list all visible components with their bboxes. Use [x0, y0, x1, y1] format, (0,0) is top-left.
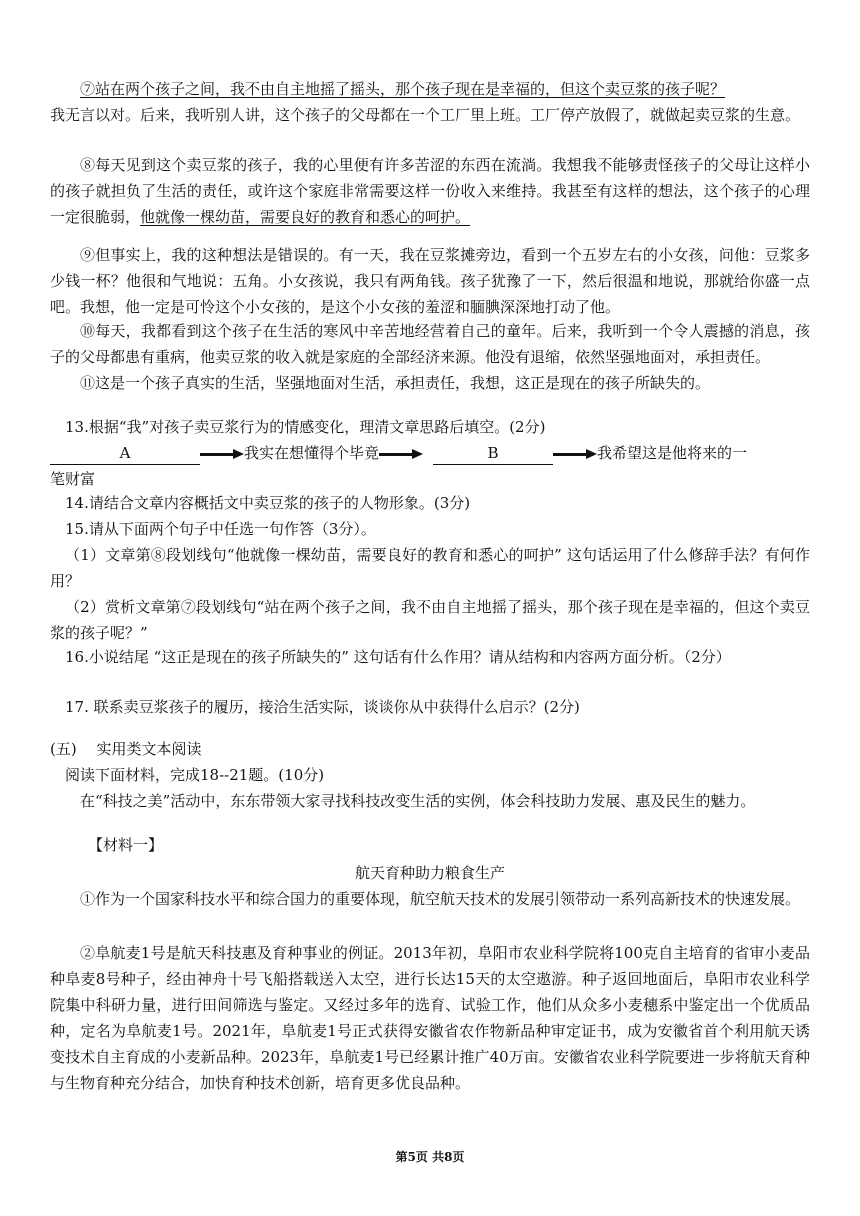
question-13-flowline: [50, 440, 830, 466]
story-paragraph-8: [50, 152, 810, 230]
underlined-sentence-para7: ⑦站在两个孩子之间，我不由自主地摇了摇头，那个孩子现在是幸福的，但这个卖豆浆的孩子呢？: [80, 80, 726, 98]
flow-end-text: 我希望这是他将来的一: [597, 444, 748, 462]
story-paragraph-11: ⑪这是一个孩子真实的生活，坚强地面对生活，承担责任，我想，这正是现在的孩子所缺失的。: [80, 374, 711, 392]
question-15: 15.请从下面两个句子中任选一句作答（3分）。: [65, 520, 376, 538]
flow-middle-text: 我实在想懂得个毕竟: [244, 444, 380, 462]
section-5-intro: 在“科技之美”活动中，东东带领大家寻找科技改变生活的实例，体会科技助力发展、惠及民生的魅力。: [80, 792, 756, 810]
para7-rest: 我无言以对。后来，我听别人讲，这个孩子的父母都在一个工厂里上班。工厂停产放假了，就做起卖豆浆的生意。: [50, 106, 801, 124]
arrow-right-icon: [200, 449, 244, 459]
blank-b[interactable]: B: [433, 442, 553, 465]
para8-text: ⑧每天见到这个卖豆浆的孩子，我的心里便有许多苦涩的东西在流淌。我想我不能够责怪孩子的父母让这样小的孩子就担负了生活的责任，或许这个家庭非常需要这样一份收入来维持。我甚至有这样的想法，这个孩子的心理一定很脆弱，: [50, 156, 810, 226]
question-15-option-1: （1）文章第⑧段划线句“他就像一棵幼苗，需要良好的教育和悉心的呵护” 这句话运用了什么修辞手法？有何作用？: [50, 546, 810, 590]
story-paragraph-7: [50, 76, 810, 128]
article-title: 航天育种助力粮食生产: [354, 864, 505, 882]
question-14: 14.请结合文章内容概括文中卖豆浆的孩子的人物形象。(3分): [65, 494, 471, 512]
arrow-right-icon: [553, 449, 597, 459]
material-paragraph-1: ①作为一个国家科技水平和综合国力的重要体现，航空航天技术的发展引领带动一系列高新技术的快速发展。: [80, 890, 801, 908]
arrow-right-icon: [379, 449, 423, 459]
flow-end-continued: 笔财富: [50, 470, 96, 488]
question-15-option-2: （2）赏析文章第⑦段划线句“站在两个孩子之间，我不由自主地摇了摇头，那个孩子现在是幸福的，但这个卖豆浆的孩子呢？”: [50, 598, 810, 642]
story-paragraph-10: ⑩每天，我都看到这个孩子在生活的寒风中辛苦地经营着自己的童年。后来，我听到一个令人震撼的消息，孩子的父母都患有重病，他卖豆浆的收入就是家庭的全部经济来源。他没有退缩，依然坚强地面对，承担责任。: [50, 322, 810, 366]
blank-a[interactable]: A: [50, 442, 200, 465]
section-5-heading: (五) 实用类文本阅读: [50, 740, 202, 758]
material-paragraph-2: ②阜航麦1号是航天科技惠及育种事业的例证。2013年初，阜阳市农业科学院将100克自主培育的省审小麦品种阜麦8号种子，经由神舟十号飞船搭载送入太空，进行长达15天的太空遨游。种子返回地面后，阜阳市农业科学院集中科研力量，进行田间筛选与鉴定。又经过多年的选育、试验工作，他们从众多小麦穗系中鉴定出一个优质品种，定名为阜航麦1号。2021年，阜航麦1号正式获得安徽省农作物新品种审定证书，成为安徽省首个利用航天诱变技术自主育成的小麦新品种。2023年，阜航麦1号已经累计推广40万亩。安徽省农业科学院要进一步将航天育种与生物育种充分结合，加快育种技术创新，培育更多优良品种。: [50, 944, 811, 1092]
material-1-label: 【材料一】: [88, 836, 164, 854]
question-17: 17. 联系卖豆浆孩子的履历，接洽生活实际，谈谈你从中获得什么启示？(2分): [65, 698, 580, 716]
underlined-sentence-para8: 他就像一棵幼苗，需要良好的教育和悉心的呵护。: [140, 208, 471, 226]
question-13-prompt: 13.根据“我”对孩子卖豆浆行为的情感变化，理清文章思路后填空。(2分): [65, 418, 546, 436]
page-number-footer: 第5页 共8页: [395, 1150, 465, 1164]
section-5-instruction: 阅读下面材料，完成18--21题。(10分): [65, 766, 325, 784]
question-16: 16.小说结尾 “这正是现在的孩子所缺失的” 这句话有什么作用？请从结构和内容两方面分析。（2分）: [65, 648, 731, 666]
story-paragraph-9: ⑨但事实上，我的这种想法是错误的。有一天，我在豆浆摊旁边，看到一个五岁左右的小女孩，问他：豆浆多少钱一杯？他很和气地说：五角。小女孩说，我只有两角钱。孩子犹豫了一下，然后很温和地说，那就给你盛一点吧。我想，他一定是可怜这个小女孩的，是这个小女孩的羞涩和腼腆深深地打动了他。: [50, 246, 810, 316]
